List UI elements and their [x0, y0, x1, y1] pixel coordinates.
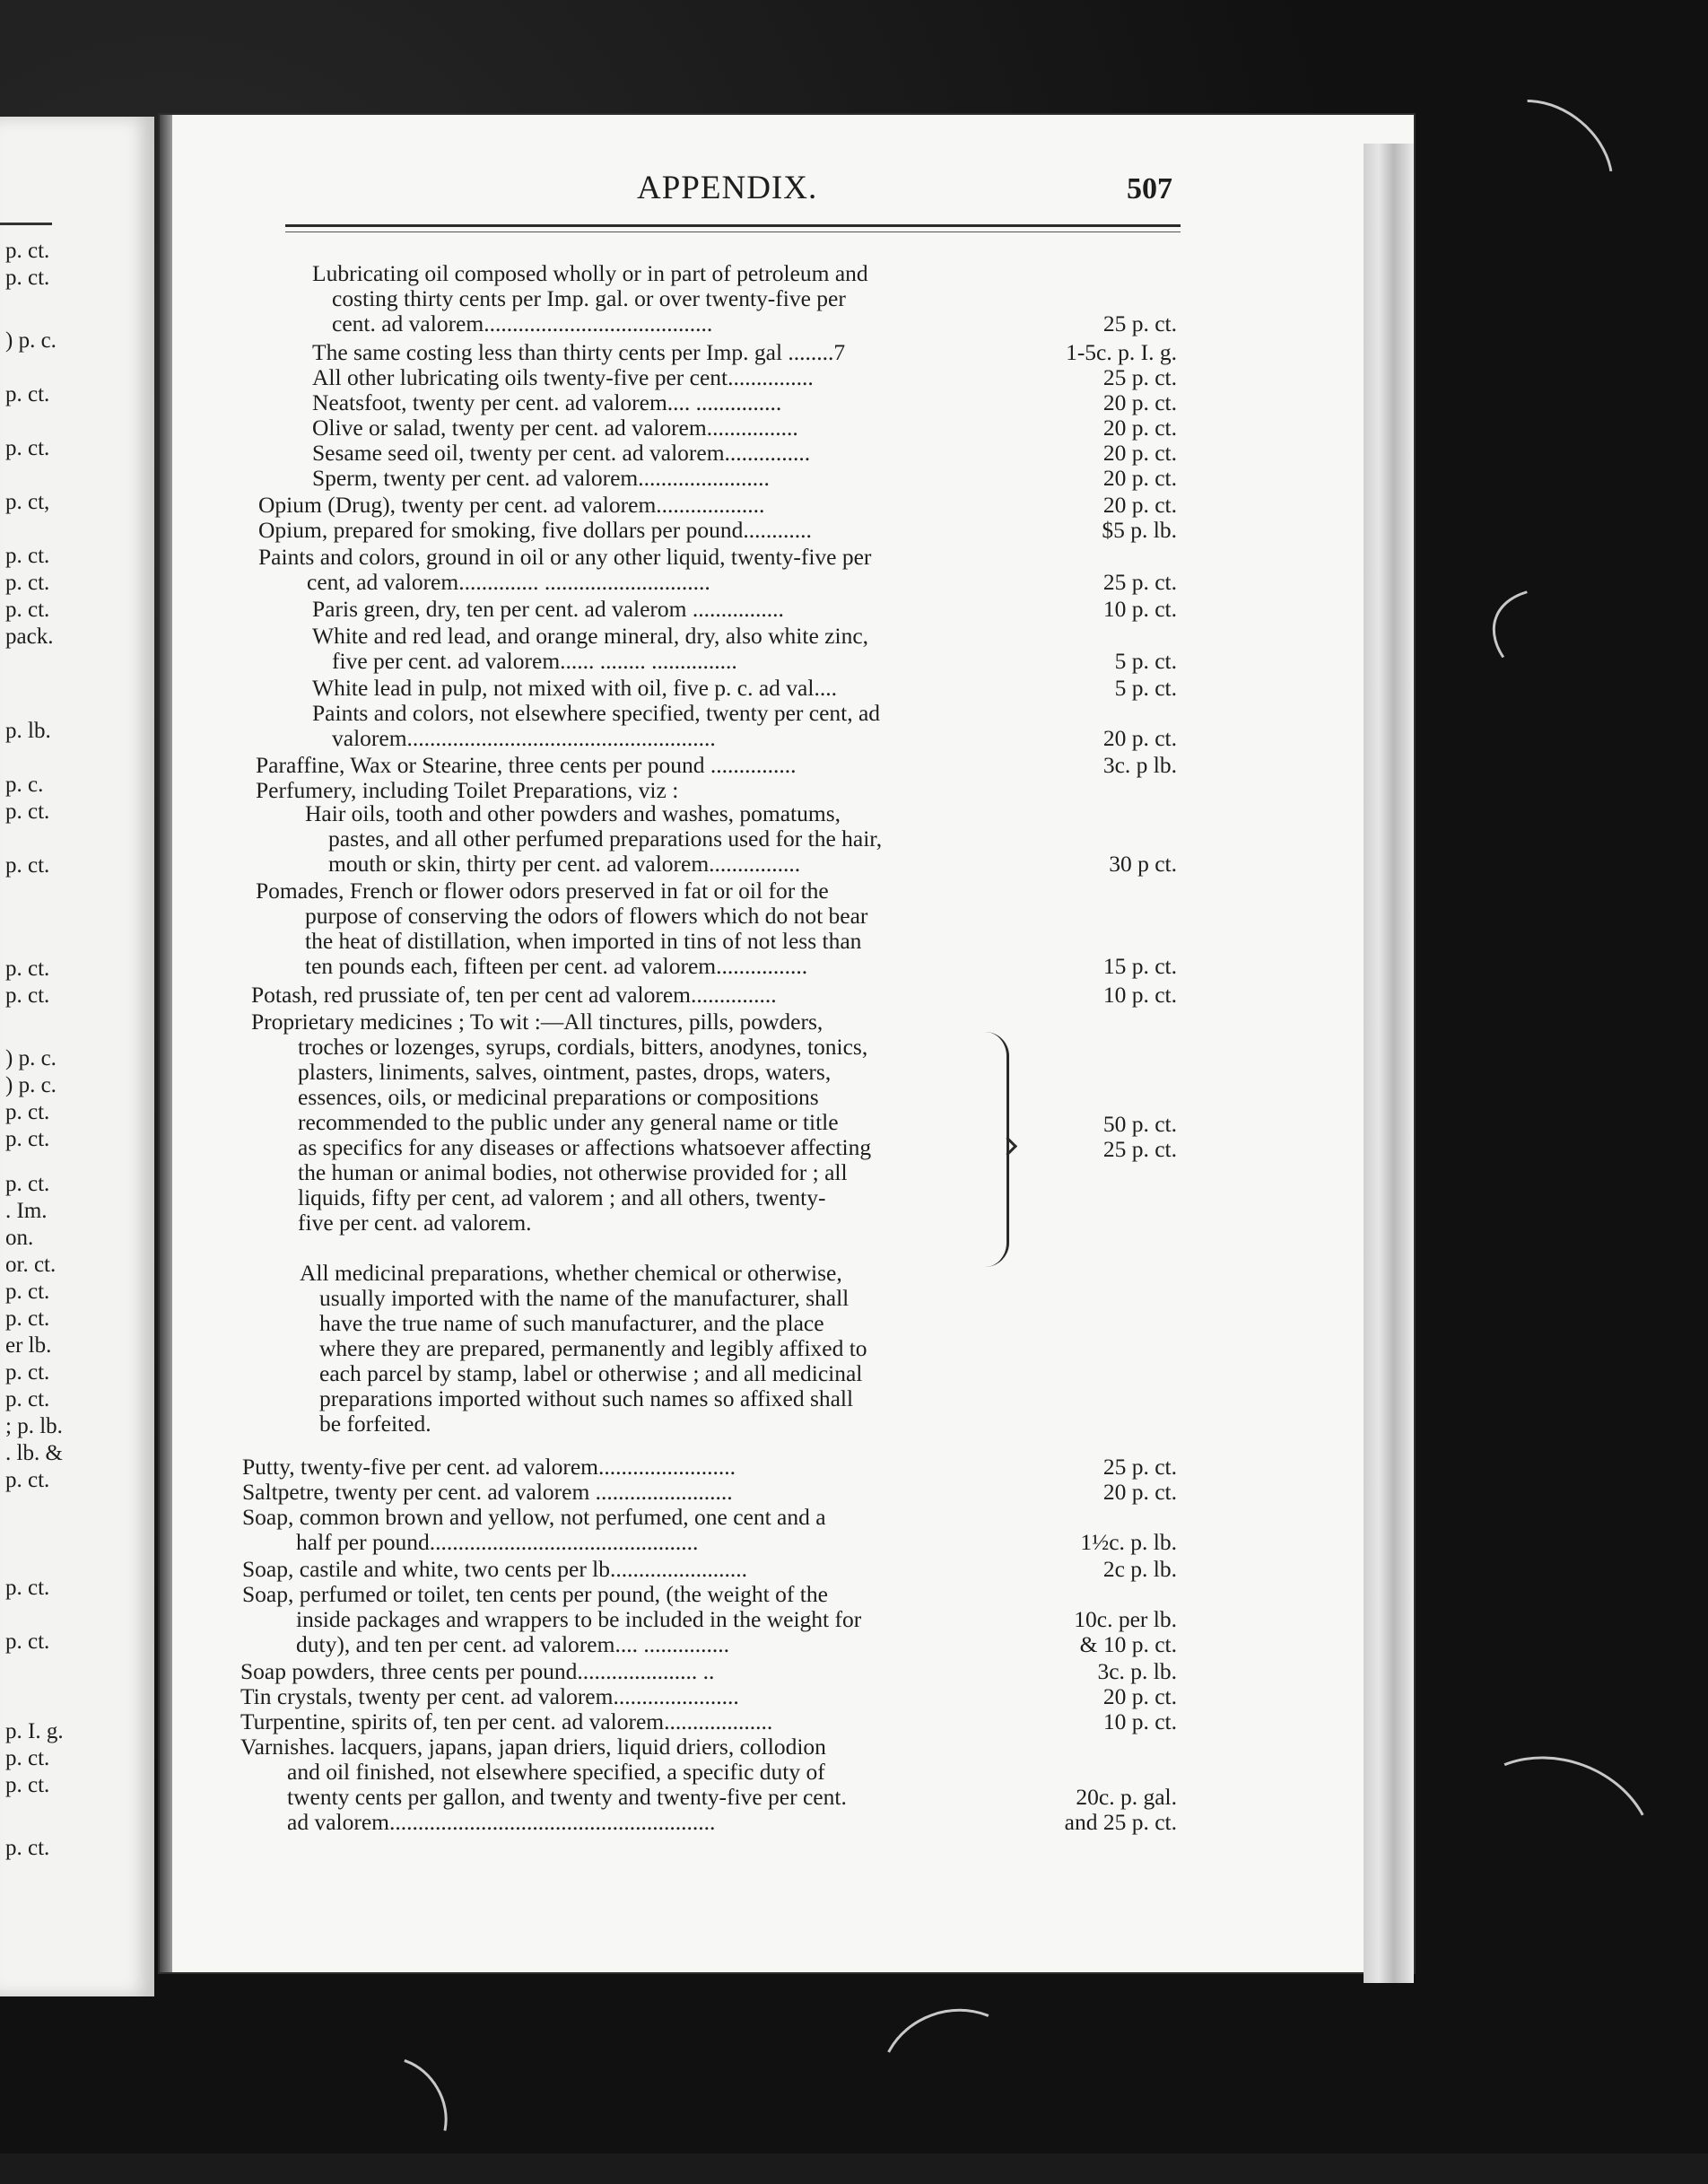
left-page-fragment: ) p. c. — [5, 1073, 57, 1097]
entry-rate: 20 p. ct. — [1102, 440, 1177, 466]
entry-rate: 25 p. ct. — [1102, 1136, 1177, 1162]
entry-rate: 20 p. ct. — [1102, 389, 1177, 415]
entry-rate: 25 p. ct. — [1102, 569, 1177, 595]
entry-description-line: Saltpetre, twenty per cent. ad valorem ........................ — [242, 1479, 733, 1505]
entry-description-line: five per cent. ad valorem...... ........ ............... — [332, 648, 737, 674]
left-page-fragment: p. ct. — [5, 1360, 50, 1385]
entry-description-line: the heat of distillation, when imported in tins of not less than — [305, 928, 862, 954]
entry-description-line: Paris green, dry, ten per cent. ad valerom ................ — [312, 596, 784, 622]
entry-rate: 20c. p. gal. — [1076, 1784, 1177, 1810]
page-number: 507 — [1127, 172, 1172, 205]
entry-rate: and 25 p. ct. — [1064, 1809, 1177, 1835]
entry-description-line: Tin crystals, twenty per cent. ad valorem...................... — [240, 1683, 739, 1709]
entry-description-line: Soap, common brown and yellow, not perfumed, one cent and a — [242, 1504, 826, 1530]
entry-rate: 20 p. ct. — [1102, 1479, 1177, 1505]
entry-description-line: mouth or skin, thirty per cent. ad valorem................ — [328, 851, 801, 877]
entry-description-line: Hair oils, tooth and other powders and washes, pomatums, — [305, 800, 841, 826]
entry-rate: 20 p. ct. — [1102, 415, 1177, 441]
entry-rate: 50 p. ct. — [1102, 1111, 1177, 1137]
left-page-fragment: p. ct. — [5, 1576, 50, 1600]
page-header-title: APPENDIX. — [637, 170, 818, 206]
left-page-fragment: p. ct. — [5, 571, 50, 595]
entry-description-line: costing thirty cents per Imp. gal. or over twenty-five per — [332, 285, 846, 311]
left-page-fragment: p. ct. — [5, 598, 50, 622]
entry-description-line: pastes, and all other perfumed preparations used for the hair, — [328, 826, 883, 852]
left-page-fragment: pack. — [5, 625, 54, 649]
entry-description-line: White lead in pulp, not mixed with oil, five p. c. ad val.... — [312, 675, 837, 701]
left-page-fragment: ) p. c. — [5, 328, 57, 353]
entry-description-line: Sperm, twenty per cent. ad valorem....................... — [312, 465, 770, 491]
left-page-fragment: p. ct. — [5, 1746, 50, 1770]
left-page-fragment: p. ct. — [5, 1100, 50, 1124]
entry-description-line: All medicinal preparations, whether chemical or otherwise, — [300, 1260, 842, 1286]
entry-description-line: Lubricating oil composed wholly or in part of petroleum and — [312, 260, 868, 286]
left-page-fragment: p. ct. — [5, 1836, 50, 1860]
left-page-fragment: er lb. — [5, 1333, 52, 1358]
left-page-fragment: p. ct. — [5, 544, 50, 568]
left-page-fragment: p. ct. — [5, 983, 50, 1008]
entry-rate: 20 p. ct. — [1102, 725, 1177, 751]
entry-description-line: preparations imported without such names so affixed shall — [319, 1385, 854, 1411]
entry-description-line: cent, ad valorem.............. ............................. — [307, 569, 710, 595]
left-page-fragment: p. ct. — [5, 1306, 50, 1331]
left-page-rule — [0, 223, 52, 225]
entry-description-line: Paraffine, Wax or Stearine, three cents per pound ............... — [256, 752, 797, 778]
entry-rate: 10 p. ct. — [1102, 982, 1177, 1008]
entry-rate: 30 p ct. — [1109, 851, 1177, 877]
left-page-fragment: p. ct. — [5, 799, 50, 824]
left-page-fragment: p. ct. — [5, 1387, 50, 1411]
entry-rate: 3c. p lb. — [1102, 752, 1177, 778]
entry-description-line: Sesame seed oil, twenty per cent. ad valorem............... — [312, 440, 811, 466]
entry-description-line: Potash, red prussiate of, ten per cent ad valorem............... — [251, 982, 777, 1008]
left-page-fragment: p. c. — [5, 773, 44, 797]
entry-description-line: Neatsfoot, twenty per cent. ad valorem.... ............... — [312, 389, 782, 415]
entry-description-line: twenty cents per gallon, and twenty and twenty-five per cent. — [287, 1784, 847, 1810]
entry-description-line: the human or animal bodies, not otherwise provided for ; all — [298, 1159, 848, 1185]
entry-description-line: Olive or salad, twenty per cent. ad valorem................ — [312, 415, 798, 441]
entry-description-line: essences, oils, or medicinal preparations or compositions — [298, 1084, 819, 1110]
entry-description-line: Perfumery, including Toilet Preparations, viz : — [256, 777, 679, 803]
left-page-fragment: or. ct. — [5, 1253, 57, 1277]
entry-description-line: The same costing less than thirty cents per Imp. gal ........7 — [312, 339, 846, 365]
entry-rate: & 10 p. ct. — [1079, 1631, 1177, 1657]
entry-description-line: Turpentine, spirits of, ten per cent. ad valorem................... — [240, 1708, 773, 1734]
left-page-fragment: p. ct. — [5, 382, 50, 406]
entry-description-line: Paints and colors, ground in oil or any other liquid, twenty-five per — [258, 544, 872, 570]
entry-description-line: Soap powders, three cents per pound..................... .. — [240, 1658, 715, 1684]
entry-description-line: Soap, perfumed or toilet, ten cents per pound, (the weight of the — [242, 1581, 828, 1607]
entry-rate: 25 p. ct. — [1102, 1454, 1177, 1480]
entry-description-line: valorem...................................................... — [332, 725, 716, 751]
left-page-fragment: ; p. lb. — [5, 1414, 63, 1438]
entry-description-line: Paints and colors, not elsewhere specified, twenty per cent, ad — [312, 700, 881, 726]
entry-rate: 20 p. ct. — [1102, 492, 1177, 518]
entry-rate: 2c p. lb. — [1102, 1556, 1177, 1582]
entry-description-line: ad valorem......................................................... — [287, 1809, 716, 1835]
left-page-fragment: . lb. & — [5, 1441, 63, 1465]
entry-rate: 20 p. ct. — [1102, 1683, 1177, 1709]
entry-description-line: ten pounds each, fifteen per cent. ad valorem................ — [305, 953, 808, 979]
entry-description-line: Putty, twenty-five per cent. ad valorem........................ — [242, 1454, 736, 1480]
left-page-fragment: p. lb. — [5, 719, 51, 743]
entry-description-line: plasters, liniments, salves, ointment, pastes, drops, waters, — [298, 1059, 832, 1085]
entry-description-line: have the true name of such manufacturer, and the place — [319, 1310, 824, 1336]
entry-description-line: as specifics for any diseases or affections whatsoever affecting — [298, 1134, 872, 1160]
header-rule — [285, 224, 1181, 227]
entry-description-line: Soap, castile and white, two cents per lb........................ — [242, 1556, 748, 1582]
entry-description-line: Opium (Drug), twenty per cent. ad valorem................... — [258, 492, 765, 518]
entry-rate: 5 p. ct. — [1114, 648, 1177, 674]
entry-description-line: cent. ad valorem........................................ — [332, 310, 713, 336]
left-page-fragment: p. ct, — [5, 490, 50, 514]
entry-description-line: be forfeited. — [319, 1411, 431, 1437]
left-page-fragment: p. ct. — [5, 436, 50, 460]
entry-rate: 3c. p. lb. — [1097, 1658, 1177, 1684]
left-page-fragment: p. ct. — [5, 1468, 50, 1492]
entry-description-line: five per cent. ad valorem. — [298, 1210, 532, 1236]
entry-description-line: Opium, prepared for smoking, five dollars per pound............ — [258, 517, 812, 543]
entry-description-line: recommended to the public under any general name or title — [298, 1109, 839, 1135]
entry-description-line: White and red lead, and orange mineral, dry, also white zinc, — [312, 623, 869, 649]
entry-description-line: inside packages and wrappers to be included in the weight for — [296, 1606, 862, 1632]
left-page — [0, 117, 154, 1996]
left-page-fragment: p. ct. — [5, 239, 50, 263]
entry-rate: 1½c. p. lb. — [1080, 1529, 1177, 1555]
left-page-fragment: p. ct. — [5, 1280, 50, 1304]
left-page-fragment: p. ct. — [5, 1773, 50, 1797]
entry-description-line: purpose of conserving the odors of flowers which do not bear — [305, 903, 868, 929]
entry-rate: $5 p. lb. — [1102, 517, 1177, 543]
entry-description-line: half per pound............................................... — [296, 1529, 699, 1555]
entry-description-line: usually imported with the name of the manufacturer, shall — [319, 1285, 850, 1311]
page-edge — [1364, 144, 1414, 1983]
entry-description-line: Proprietary medicines ; To wit :—All tinctures, pills, powders, — [251, 1009, 824, 1035]
page-gutter — [160, 115, 172, 1972]
left-page-fragment: p. ct. — [5, 853, 50, 878]
left-page-fragment: p. ct. — [5, 266, 50, 290]
entry-description-line: Pomades, French or flower odors preserved in fat or oil for the — [256, 878, 829, 904]
left-page-fragment: ) p. c. — [5, 1046, 57, 1070]
entry-rate: 10c. per lb. — [1074, 1606, 1177, 1632]
left-page-fragment: p. ct. — [5, 1629, 50, 1654]
left-page-fragment: p. ct. — [5, 1172, 50, 1196]
entry-description-line: and oil finished, not elsewhere specified, a specific duty of — [287, 1759, 825, 1785]
left-page-fragment: p. I. g. — [5, 1719, 64, 1743]
entry-rate: 5 p. ct. — [1114, 675, 1177, 701]
left-page-fragment: p. ct. — [5, 957, 50, 981]
entry-rate: 10 p. ct. — [1102, 596, 1177, 622]
left-page-fragment: . Im. — [5, 1199, 48, 1223]
entry-rate: 25 p. ct. — [1102, 310, 1177, 336]
entry-description-line: Varnishes. lacquers, japans, japan driers, liquid driers, collodion — [240, 1734, 826, 1760]
entry-description-line: All other lubricating oils twenty-five per cent............... — [312, 364, 814, 390]
entry-description-line: troches or lozenges, syrups, cordials, bitters, anodynes, tonics, — [298, 1034, 868, 1060]
entry-description-line: each parcel by stamp, label or otherwise ; and all medicinal — [319, 1360, 863, 1386]
entry-description-line: liquids, fifty per cent, ad valorem ; and all others, twenty- — [298, 1184, 826, 1210]
entry-description-line: where they are prepared, permanently and legibly affixed to — [319, 1335, 867, 1361]
entry-rate: 25 p. ct. — [1102, 364, 1177, 390]
entry-rate: 15 p. ct. — [1102, 953, 1177, 979]
left-page-fragment: p. ct. — [5, 1127, 50, 1151]
entry-description-line: duty), and ten per cent. ad valorem.... ............... — [296, 1631, 729, 1657]
left-page-fragment: on. — [5, 1226, 34, 1250]
entry-rate: 20 p. ct. — [1102, 465, 1177, 491]
entry-rate: 10 p. ct. — [1102, 1708, 1177, 1734]
entry-rate: 1-5c. p. I. g. — [1066, 339, 1177, 365]
